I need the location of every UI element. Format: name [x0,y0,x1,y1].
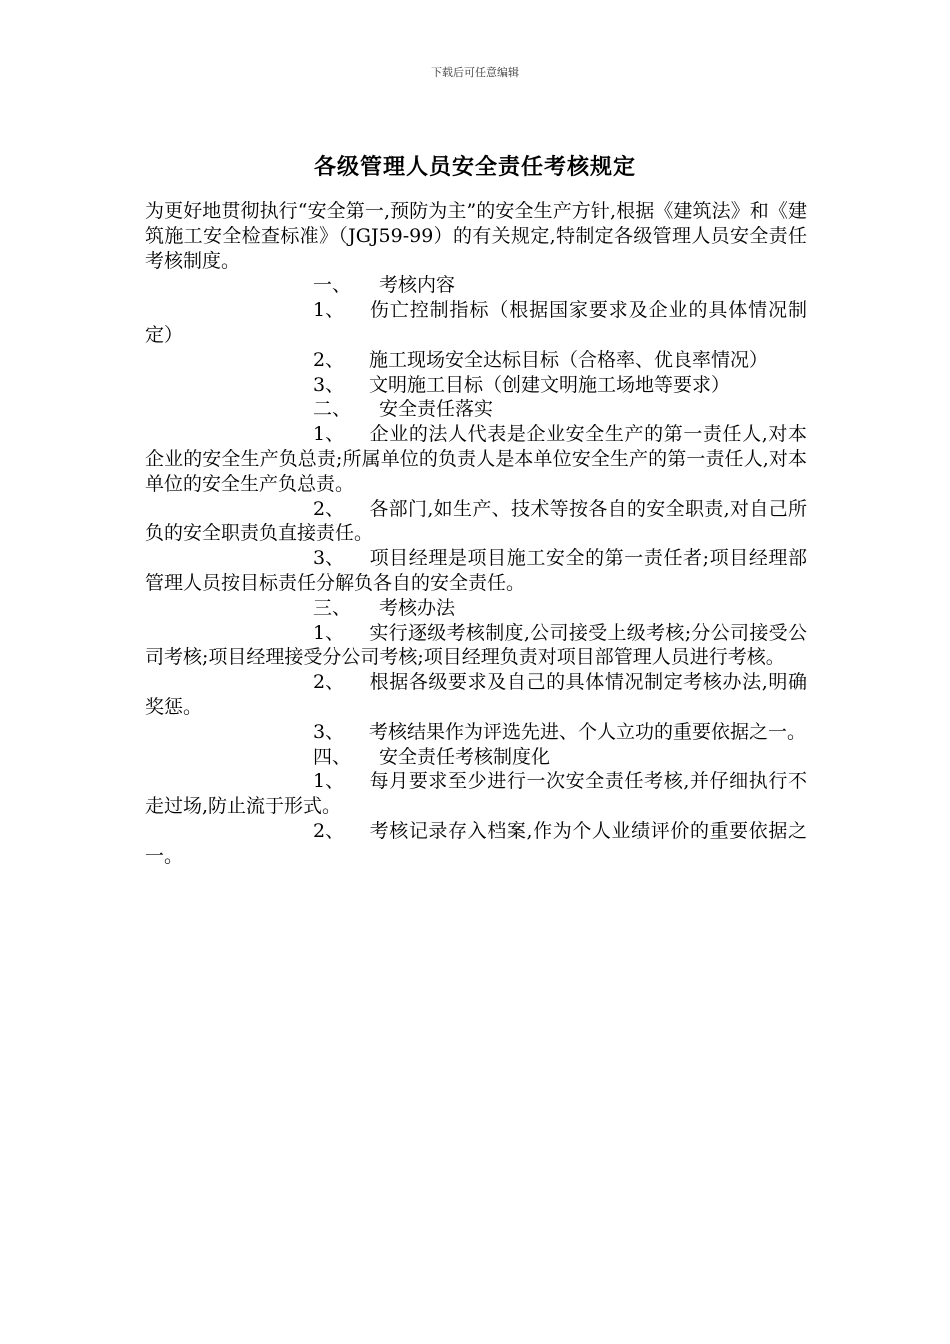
section-number: 三、 [313,596,352,619]
item-number: 3、 [313,720,345,743]
intro-paragraph: 为更好地贯彻执行“安全第一,预防为主”的安全生产方针,根据《建筑法》和《建筑施工安全检查标准》（JGJ59-99）的有关规定,特制定各级管理人员安全责任考核制度。 [145,200,807,272]
section-number: 二、 [313,398,352,421]
item-number: 2、 [313,819,345,842]
section-title: 考核办法 [379,596,456,619]
section-item [145,769,807,819]
item-text: 伤亡控制指标（根据国家要求及企业的具体情况制定） [145,299,807,346]
item-number: 3、 [313,373,345,396]
section-item [145,670,807,720]
section-title: 安全责任落实 [379,398,494,421]
section-number: 一、 [313,274,352,297]
item-number: 1、 [313,621,345,644]
item-text: 企业的法人代表是企业安全生产的第一责任人,对本企业的安全生产负总责;所属单位的负责人是本单位安全生产的第一责任人,对本单位的安全生产负总责。 [145,423,807,495]
item-number: 2、 [313,348,345,371]
section-item [145,422,807,496]
section-item [145,497,807,547]
section-item [145,621,807,671]
document-title: 各级管理人员安全责任考核规定 [313,154,636,180]
item-text: 每月要求至少进行一次安全责任考核,并仔细执行不走过场,防止流于形式。 [145,770,807,818]
section-item [145,546,807,596]
item-text: 项目经理是项目施工安全的第一责任者;项目经理部管理人员按目标责任分解负各自的安全责任。 [145,547,807,594]
item-text: 考核记录存入档案,作为个人业绩评价的重要依据之一。 [145,819,807,867]
item-text: 根据各级要求及自己的具体情况制定考核办法,明确奖惩。 [145,671,807,718]
item-number: 3、 [313,547,345,570]
section-heading [145,596,807,621]
item-text: 实行逐级考核制度,公司接受上级考核;分公司接受公司考核;项目经理接受分公司考核;项目经理负责对项目部管理人员进行考核。 [145,621,807,669]
item-number: 1、 [313,423,345,446]
section-item [145,298,807,348]
item-text: 文明施工目标（创建文明施工场地等要求） [369,373,731,396]
item-number: 2、 [313,671,345,694]
section-item [145,348,807,373]
item-text: 考核结果作为评选先进、个人立功的重要依据之一。 [369,720,807,743]
item-text: 施工现场安全达标目标（合格率、优良率情况） [369,348,769,371]
section-heading [145,745,807,770]
item-number: 2、 [313,497,345,520]
section-title: 安全责任考核制度化 [379,745,551,768]
item-number: 1、 [313,299,345,322]
document-body [145,199,807,869]
section-heading [145,397,807,422]
section-item [145,373,807,398]
section-item [145,720,807,745]
section-item [145,819,807,869]
header-note: 下载后可任意编辑 [431,66,519,79]
section-number: 四、 [313,745,352,768]
section-title: 考核内容 [379,274,456,297]
section-heading [145,273,807,298]
item-text: 各部门,如生产、技术等按各自的安全职责,对自己所负的安全职责负直接责任。 [145,497,807,545]
item-number: 1、 [313,770,345,793]
